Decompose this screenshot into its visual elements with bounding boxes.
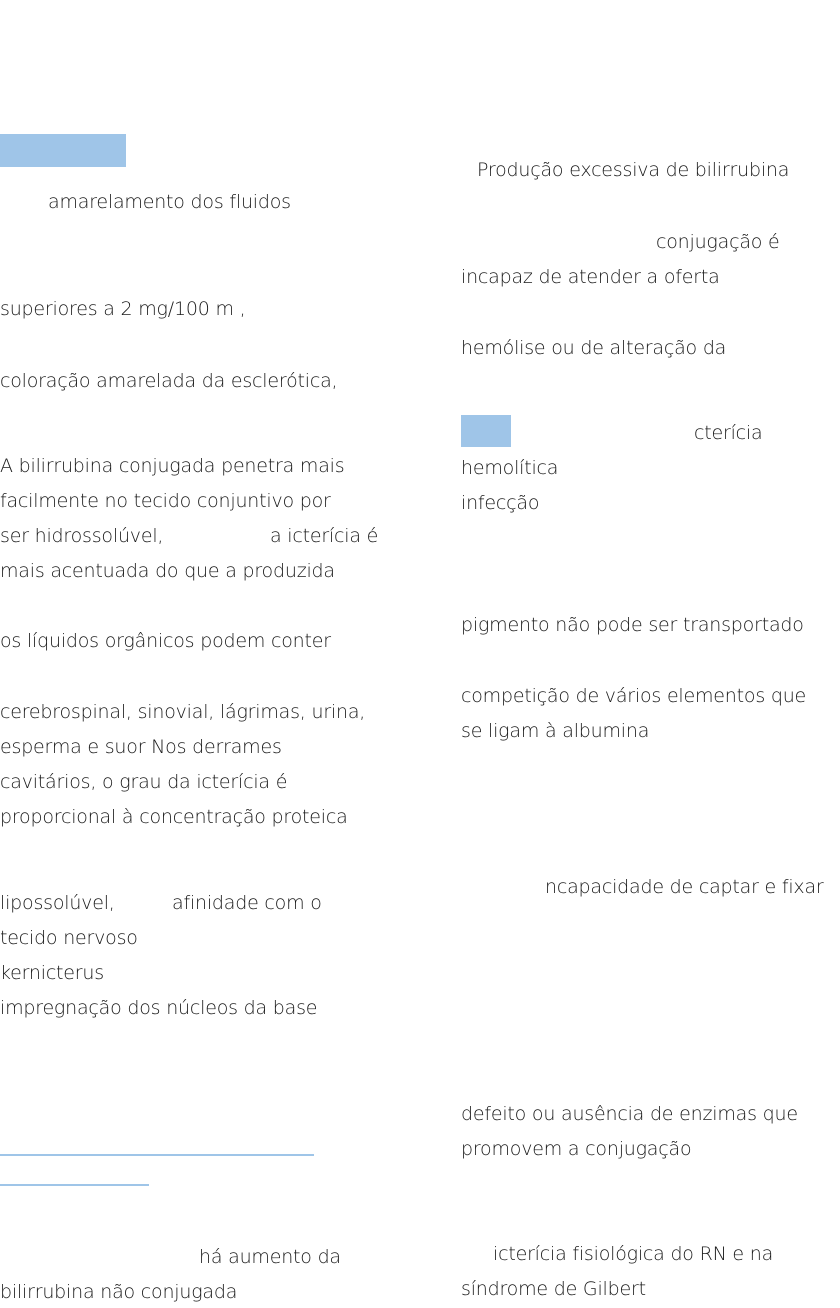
highlight-block-top-left bbox=[0, 134, 126, 167]
left-line-17: há aumento da bbox=[199, 1246, 341, 1268]
left-line-7: mais acentuada do que a produzida bbox=[0, 560, 335, 582]
right-line-5: cterícia bbox=[694, 422, 763, 444]
left-line-10: esperma e suor Nos derrames bbox=[0, 736, 282, 758]
right-line-15: síndrome de Gilbert bbox=[461, 1278, 646, 1300]
right-line-10: se ligam à albumina bbox=[461, 720, 650, 742]
right-line-14: icterícia fisiológica do RN e na bbox=[493, 1243, 774, 1265]
left-line-3: coloração amarelada da esclerótica, bbox=[0, 370, 338, 392]
underline-rule-1 bbox=[0, 1154, 314, 1156]
right-line-9: competição de vários elementos que bbox=[461, 685, 807, 707]
left-line-1: amarelamento dos fluidos bbox=[48, 191, 291, 213]
left-line-4: A bilirrubina conjugada penetra mais bbox=[0, 455, 345, 477]
left-line-6b: a icterícia é bbox=[270, 525, 379, 547]
right-line-6: hemolítica bbox=[461, 457, 559, 479]
left-line-11: cavitários, o grau da icterícia é bbox=[0, 771, 288, 793]
left-line-8: os líquidos orgânicos podem conter bbox=[0, 630, 331, 652]
right-line-11: ncapacidade de captar e fixar bbox=[545, 876, 824, 898]
right-line-2: conjugação é bbox=[656, 231, 780, 253]
right-line-1: Produção excessiva de bilirrubina bbox=[477, 159, 790, 181]
right-line-4: hemólise ou de alteração da bbox=[461, 337, 727, 359]
underline-rule-2 bbox=[0, 1184, 149, 1186]
left-line-13b: afinidade com o bbox=[172, 892, 322, 914]
left-line-14: tecido nervoso bbox=[0, 927, 138, 949]
left-line-18: bilirrubina não conjugada bbox=[0, 1281, 238, 1303]
left-line-9: cerebrospinal, sinovial, lágrimas, urina, bbox=[0, 701, 366, 723]
right-line-8: pigmento não pode ser transportado bbox=[461, 614, 804, 636]
right-line-13: promovem a conjugação bbox=[461, 1138, 692, 1160]
left-line-5: facilmente no tecido conjuntivo por bbox=[0, 490, 331, 512]
highlight-block-right bbox=[461, 415, 511, 447]
left-line-13a: lipossolúvel, bbox=[0, 892, 115, 914]
left-line-12: proporcional à concentração proteica bbox=[0, 806, 348, 828]
left-line-2: superiores a 2 mg/100 m , bbox=[0, 298, 246, 320]
left-line-16: impregnação dos núcleos da base bbox=[0, 997, 318, 1019]
left-line-15: kernicterus bbox=[0, 962, 104, 984]
right-line-12: defeito ou ausência de enzimas que bbox=[461, 1103, 798, 1125]
left-line-6a: ser hidrossolúvel, bbox=[0, 525, 164, 547]
right-line-7: infecção bbox=[461, 492, 540, 514]
right-line-3: incapaz de atender a oferta bbox=[461, 266, 720, 288]
